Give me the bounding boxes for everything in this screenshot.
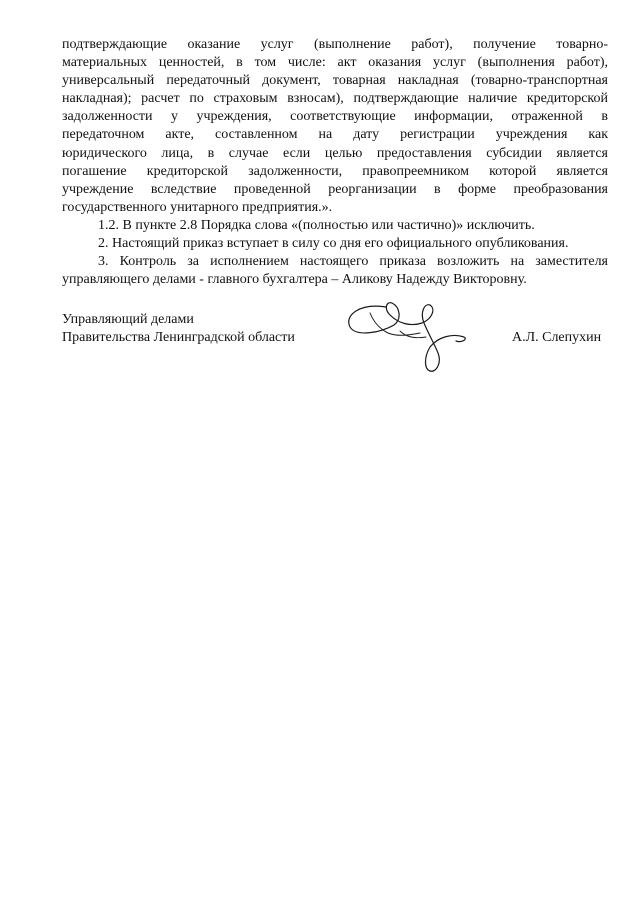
paragraph-line: государственного унитарного предприятия.». (62, 199, 333, 215)
handwritten-signature (340, 293, 470, 375)
paragraph-line: накладная); расчет по страховым взносам), подтверждающие наличие кредиторской (62, 91, 608, 107)
item-3-line: 3. Контроль за исполнением настоящего приказа возложить на заместителя (98, 254, 608, 270)
paragraph-line: задолженности у учреждения, соответствующие информации, отраженной в (62, 109, 608, 125)
item-3-line: управляющего делами - главного бухгалтера – Аликову Надежду Викторовну. (62, 272, 527, 288)
paragraph-line: передаточном акте, составленном на дату регистрации учреждения как (62, 127, 608, 143)
paragraph-line: универсальный передаточный документ, товарная накладная (товарно-транспортная (62, 73, 608, 89)
paragraph-line: учреждение вследствие проведенной реорганизации в форме преобразования (62, 181, 608, 197)
position-line: Управляющий делами (62, 312, 194, 327)
document-body (62, 36, 608, 289)
signatory-name: А.Л. Слепухин (512, 330, 602, 345)
signatory-position (62, 311, 295, 347)
paragraph-line: подтверждающие оказание услуг (выполнение работ), получение товарно- (62, 37, 608, 52)
paragraph-line: материальных ценностей, в том числе: акт оказания услуг (выполнения работ), (62, 55, 608, 71)
paragraph-line: погашение кредиторской задолженности, правопреемником которой является (62, 163, 608, 179)
position-line: Правительства Ленинградской области (62, 330, 295, 345)
paragraph-line: юридического лица, в случае если целью предоставления субсидии является (62, 145, 608, 161)
item-1-2: 1.2. В пункте 2.8 Порядка слова «(полностью или частично)» исключить. (98, 217, 535, 233)
item-2: 2. Настоящий приказ вступает в силу со дня его официального опубликования. (98, 236, 569, 252)
